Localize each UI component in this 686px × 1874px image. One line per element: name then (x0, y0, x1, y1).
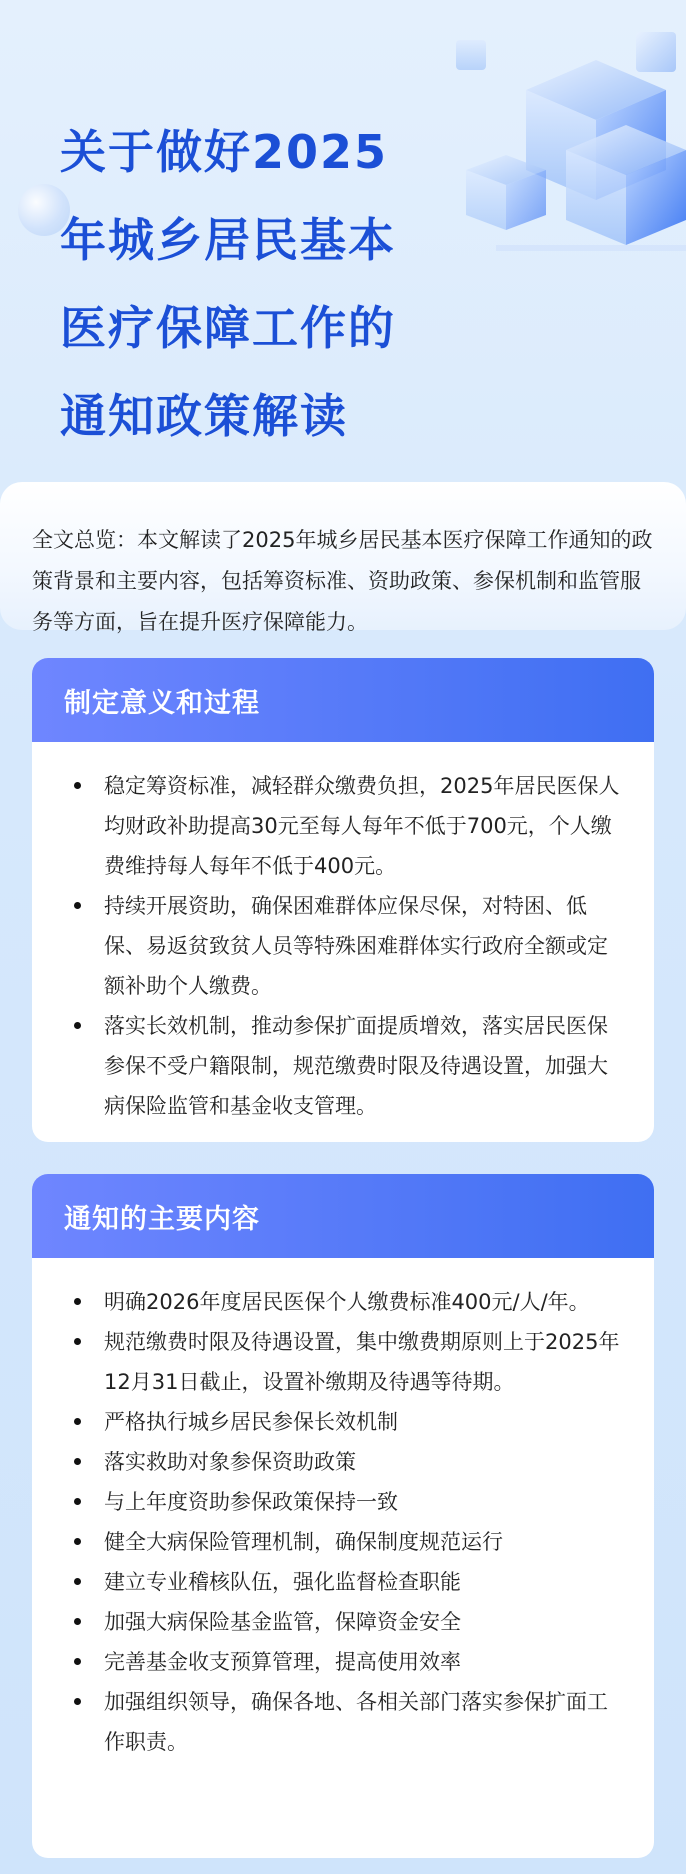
section-header (32, 658, 654, 742)
list-item: 加强大病保险基金监管，保障资金安全 (104, 1602, 624, 1642)
list-item: 规范缴费时限及待遇设置，集中缴费期原则上于2025年12月31日截止，设置补缴期及待遇等待期。 (104, 1322, 624, 1402)
page-title (60, 108, 460, 460)
list-item: 持续开展资助，确保困难群体应保尽保，对特困、低保、易返贫致贫人员等特殊困难群体实行政府全额或定额补助个人缴费。 (104, 886, 624, 1006)
section-heading: 通知的主要内容 (64, 1203, 260, 1235)
section-card-main-content (32, 1174, 654, 1858)
hero-illustration (436, 30, 686, 300)
list-item: 落实长效机制，推动参保扩面提质增效，落实居民医保参保不受户籍限制，规范缴费时限及待遇设置，加强大病保险监管和基金收支管理。 (104, 1006, 624, 1126)
title-line-2: 年城乡居民基本 (60, 213, 396, 267)
bullet-list (32, 1258, 654, 1762)
list-item: 明确2026年度居民医保个人缴费标准400元/人/年。 (104, 1282, 624, 1322)
list-item: 落实救助对象参保资助政策 (104, 1442, 624, 1482)
title-line-1: 关于做好2025 (60, 125, 389, 179)
list-item: 加强组织领导，确保各地、各相关部门落实参保扩面工作职责。 (104, 1682, 624, 1762)
list-item: 与上年度资助参保政策保持一致 (104, 1482, 624, 1522)
summary-text: 全文总览：本文解读了2025年城乡居民基本医疗保障工作通知的政策背景和主要内容，包括筹资标准、资助政策、参保机制和监管服务等方面，旨在提升医疗保障能力。 (32, 528, 653, 634)
title-line-3: 医疗保障工作的 (60, 301, 396, 355)
section-header (32, 1174, 654, 1258)
section-card-significance (32, 658, 654, 1142)
summary-panel (0, 482, 686, 634)
list-item: 建立专业稽核队伍，强化监督检查职能 (104, 1562, 624, 1602)
section-heading: 制定意义和过程 (64, 687, 260, 719)
list-item: 完善基金收支预算管理，提高使用效率 (104, 1642, 624, 1682)
list-item: 健全大病保险管理机制，确保制度规范运行 (104, 1522, 624, 1562)
list-item: 稳定筹资标准，减轻群众缴费负担，2025年居民医保人均财政补助提高30元至每人每年不低于700元，个人缴费维持每人每年不低于400元。 (104, 766, 624, 886)
title-line-4: 通知政策解读 (60, 389, 348, 443)
bullet-list (32, 742, 654, 1126)
list-item: 严格执行城乡居民参保长效机制 (104, 1402, 624, 1442)
